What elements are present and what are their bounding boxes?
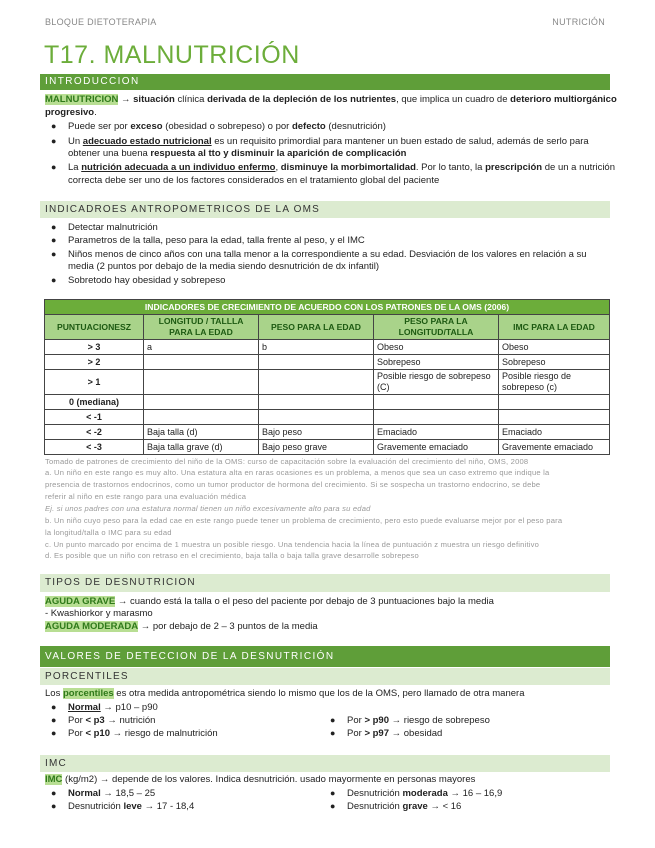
bullet-icon: ● <box>51 702 57 712</box>
table-note: Tomado de patrones de crecimiento del niño de la OMS: curso de capacitación sobre la evaluación del crecimiento del niño, OMS, 2008 <box>45 457 529 466</box>
table-note: b. Un niño cuyo peso para la edad cae en este rango puede tener un problema de crecimiento, pero esto puede evaluarse mejor por el peso para <box>45 516 563 525</box>
oms-item-cont: media (2 puntos por debajo de la media siendo desnutrición de dx infantil) <box>68 261 380 272</box>
table-row: > 2 Sobrepeso Sobrepeso <box>45 355 610 370</box>
table-note: a. Un niño en este rango es muy alto. Una estatura alta en raras ocasiones es un problema, a menos que sea un caso extremo que indique la <box>45 468 550 477</box>
percentile-p90: Por > p90 → riesgo de sobrepeso <box>347 715 490 726</box>
intro-bullet-3: La nutrición adecuada a un individuo enfermo, disminuye la morbimortalidad. Por lo tanto, la prescripción de un a nutrición <box>68 162 615 173</box>
header-left: BLOQUE DIETOTERAPIA <box>45 17 157 27</box>
tipos-moderada: AGUDA MODERADA → por debajo de 2 – 3 puntos de la media <box>45 621 318 632</box>
percentile-normal: Normal → p10 – p90 <box>68 702 158 713</box>
oms-item: Niños menos de cinco años con una talla menor a la correspondiente a su edad. Desviación de los valores en relación a su <box>68 249 587 260</box>
subsection-porcentiles-heading: PORCENTILES <box>40 668 610 685</box>
table-note: d. Es posible que un niño con retraso en el crecimiento, baja talla o baja talla grave desarrolle sobrepeso <box>45 551 419 560</box>
page-title: T17. MALNUTRICIÓN <box>44 41 300 69</box>
bullet-icon: ● <box>51 801 57 811</box>
bullet-icon: ● <box>330 788 336 798</box>
section-oms-heading: INDICADROES ANTROPOMETRICOS DE LA OMS <box>40 201 610 218</box>
bullet-icon: ● <box>330 801 336 811</box>
table-note: referir al niño en este rango para una evaluación médica <box>45 492 247 501</box>
table-note: presencia de trastornos endocrinos, como un tumor productor de hormona del crecimiento. Si se sospecha un trastorno endocrino, se debe <box>45 480 541 489</box>
oms-item: Sobretodo hay obesidad y sobrepeso <box>68 275 226 286</box>
bullet-icon: ● <box>51 121 57 131</box>
table-row: < -3 Baja talla grave (d) Bajo peso grave Gravemente emaciado Gravemente emaciado <box>45 440 610 455</box>
percentile-p97: Por > p97 → obesidad <box>347 728 443 739</box>
imc-moderada: Desnutrición moderada → 16 – 16,9 <box>347 788 503 799</box>
section-tipos-heading: TIPOS DE DESNUTRICION <box>40 574 610 592</box>
percentiles-text: Los porcentiles es otra medida antropométrica siendo lo mismo que los de la OMS, pero llamado de otra manera <box>45 688 525 699</box>
imc-text: IMC (kg/m2) → depende de los valores. Indica desnutrición. usado mayormente en personas mayores <box>45 774 476 785</box>
bullet-icon: ● <box>51 136 57 146</box>
tipos-kwashiorkor: - Kwashiorkor y marasmo <box>45 608 153 619</box>
table-row: < -1 <box>45 410 610 425</box>
intro-bullet-2: Un adecuado estado nutricional es un requisito primordial para mantener un buen estado de salud, además de serlo para <box>68 136 589 147</box>
section-valores-heading: VALORES DE DETECCION DE LA DESNUTRICIÓN <box>40 646 610 667</box>
table-header: LONGITUD / TALLLA PARA LA EDAD <box>144 315 259 340</box>
intro-bullet-3-cont: correcta debe ser uno de los factores considerados en el tratamiento global del paciente <box>68 175 440 186</box>
intro-definition: MALNUTRICION → situación clínica derivada de la depleción de los nutrientes, que implica un cuadro de deterioro multiorgánico <box>45 94 617 105</box>
who-growth-table <box>44 299 610 455</box>
intro-definition-cont: progresivo. <box>45 107 97 118</box>
bullet-icon: ● <box>51 222 57 232</box>
table-note-example: Ej. si unos padres con una estatura normal tienen un niño excesivamente alto para su edad <box>45 504 371 513</box>
imc-grave: Desnutrición grave → < 16 <box>347 801 462 812</box>
table-row: 0 (mediana) <box>45 395 610 410</box>
oms-item: Parametros de la talla, peso para la edad, talla frente al peso, y el IMC <box>68 235 365 246</box>
intro-bullet-1: Puede ser por exceso (obesidad o sobrepeso) o por defecto (desnutrición) <box>68 121 386 132</box>
table-header: IMC PARA LA EDAD <box>499 315 610 340</box>
table-row: > 1 Posible riesgo de sobrepeso (C) Posible riesgo de sobrepeso (c) <box>45 370 610 395</box>
bullet-icon: ● <box>51 715 57 725</box>
tipos-grave: AGUDA GRAVE → cuando está la talla o el peso del paciente por debajo de 3 puntuaciones bajo la media <box>45 596 494 607</box>
bullet-icon: ● <box>51 235 57 245</box>
bullet-icon: ● <box>51 728 57 738</box>
imc-leve: Desnutrición leve → 17 - 18,4 <box>68 801 195 812</box>
bullet-icon: ● <box>51 788 57 798</box>
table-note: c. Un punto marcado por encima de 1 muestra un posible riesgo. Una tendencia hacia la línea de puntuación z muestra un riesgo definitivo <box>45 540 540 549</box>
bullet-icon: ● <box>51 275 57 285</box>
table-caption: INDICADORES DE CRECIMIENTO DE ACUERDO CON LOS PATRONES DE LA OMS (2006) <box>45 300 610 315</box>
subsection-imc-heading: IMC <box>40 755 610 772</box>
bullet-icon: ● <box>51 249 57 259</box>
bullet-icon: ● <box>51 162 57 172</box>
table-row: < -2 Baja talla (d) Bajo peso Emaciado Emaciado <box>45 425 610 440</box>
table-header: PUNTUACIONESZ <box>45 315 144 340</box>
percentile-p10: Por < p10 → riesgo de malnutrición <box>68 728 218 739</box>
oms-item: Detectar malnutrición <box>68 222 158 233</box>
table-header: PESO PARA LA LONGITUD/TALLA <box>374 315 499 340</box>
imc-normal: Normal → 18,5 – 25 <box>68 788 156 799</box>
table-note: la longitud/talla o IMC para su edad <box>45 528 172 537</box>
intro-bullet-2-cont: obtener una buena respuesta al tto y disminuir la aparición de complicación <box>68 148 407 159</box>
section-intro-heading: INTRODUCCION <box>40 74 610 90</box>
table-header: PESO PARA LA EDAD <box>259 315 374 340</box>
bullet-icon: ● <box>330 715 336 725</box>
table-row: > 3 a b Obeso Obeso <box>45 340 610 355</box>
bullet-icon: ● <box>330 728 336 738</box>
header-right: NUTRICIÓN <box>552 17 605 27</box>
percentile-p3: Por < p3 → nutrición <box>68 715 156 726</box>
